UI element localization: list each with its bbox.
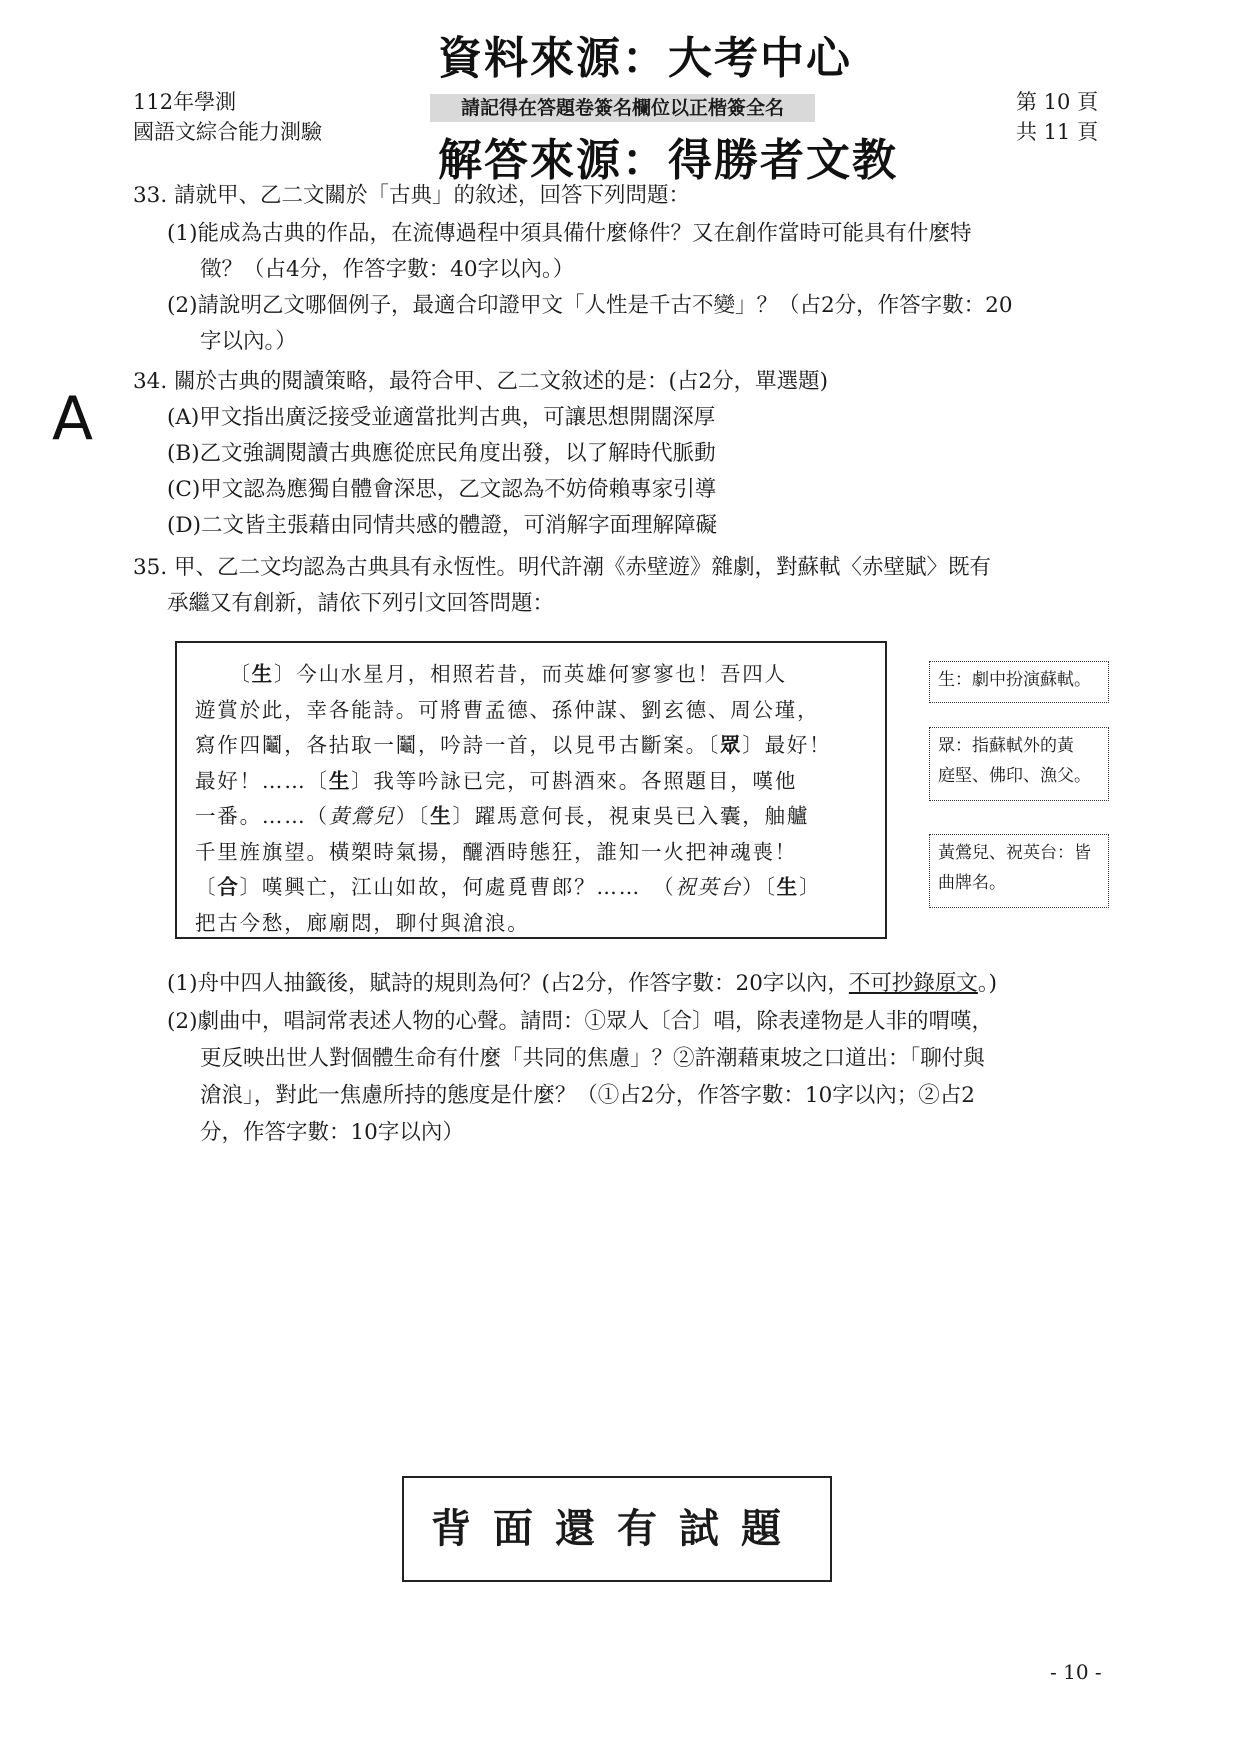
- passage-line: 最好！……〔生〕我等吟詠已完，可斟酒來。各照題目，嘆他: [195, 768, 798, 793]
- note-zhong: 眾：指蘇軾外的黃 庭堅、佛印、漁父。: [929, 727, 1109, 801]
- role-marker: 合: [217, 875, 240, 899]
- q35-passage-box: [175, 641, 887, 939]
- role-marker: 生: [328, 768, 352, 793]
- q35-sub2-line4: 分，作答字數：10字以內）: [200, 1120, 464, 1145]
- q33-sub2-line2: 字以內。）: [200, 329, 297, 354]
- q33-stem: 33. 請就甲、乙二文關於「古典」的敘述，回答下列問題：: [133, 183, 691, 208]
- q33-sub1-line2: 徵？（占4分，作答字數：40字以內。）: [200, 257, 575, 282]
- passage-line: 遊賞於此，幸各能詩。可將曹孟德、孫仲謀、劉玄德、周公瑾，: [195, 697, 820, 722]
- q33-sub1-line1: (1)能成為古典的作品，在流傳過程中須具備什麼條件？又在創作當時可能具有什麼特: [167, 221, 972, 246]
- exam-year: 112年學測: [133, 90, 237, 114]
- note-sheng: 生：劇中扮演蘇軾。: [929, 661, 1109, 703]
- passage-line: 一番。……（黃鶯兒）〔生〕躍馬意何長，視東吳已入囊，舳艫: [195, 804, 810, 828]
- sign-reminder-banner: 請記得在答題卷簽名欄位以正楷簽全名: [430, 94, 815, 122]
- q34-option-c: (C)甲文認為應獨自體會深思，乙文認為不妨倚賴專家引導: [167, 477, 717, 502]
- passage-line: 〔生〕今山水星月，相照若昔，而英雄何寥寥也！吾四人: [239, 662, 787, 686]
- q34-option-d: (D)二文皆主張藉由同情共感的體證，可消解字面理解障礙: [167, 513, 718, 538]
- page-current: 第 10 頁: [1016, 90, 1099, 114]
- role-marker: 生: [776, 875, 799, 899]
- underlined-instruction: 不可抄錄原文: [848, 971, 978, 996]
- role-marker: 眾: [719, 733, 743, 757]
- tune-name: 黃鶯兒: [328, 804, 396, 828]
- passage-line: 把古今愁，廊廟悶，聊付與滄浪。: [195, 910, 530, 935]
- q35-sub2-line3: 滄浪」，對此一焦慮所持的態度是什麼？（①占2分，作答字數：10字以內；②占2: [200, 1083, 975, 1108]
- q34-option-a: (A)甲文指出廣泛接受並適當批判古典，可讓思想開闊深厚: [167, 405, 716, 430]
- role-marker: 生: [430, 804, 453, 828]
- exam-name: 國語文綜合能力測驗: [133, 120, 322, 144]
- q35-stem-line2: 承繼又有創新，請依下列引文回答問題：: [167, 591, 555, 616]
- passage-line: 千里旌旗望。橫槊時氣揚，釃酒時態狂，誰知一火把神魂喪！: [195, 839, 798, 864]
- passage-line: 〔合〕嘆興亡，江山如故，何處覓曹郎？…… （祝英台）〔生〕: [195, 875, 822, 899]
- passage-line: 寫作四鬮，各拈取一鬮，吟詩一首，以見弔古斷案。〔眾〕最好！: [195, 733, 832, 757]
- handwritten-answer-source-note: 解答來源：得勝者文教: [438, 135, 898, 186]
- q34-option-b: (B)乙文強調閱讀古典應從庶民角度出發，以了解時代脈動: [167, 441, 716, 466]
- back-page-notice: 背面還有試題: [402, 1476, 832, 1582]
- q33-sub2-line1: (2)請說明乙文哪個例子，最適合印證甲文「人性是千古不變」？（占2分，作答字數：20: [167, 293, 1013, 318]
- page-number: - 10 -: [1050, 1660, 1102, 1684]
- q35-sub2-line1: (2)劇曲中，唱詞常表述人物的心聲。請問：①眾人〔合〕唱，除表達物是人非的喟嘆，: [167, 1009, 993, 1034]
- q35-sub2-line2: 更反映出世人對個體生命有什麼「共同的焦慮」？②許潮藉東坡之口道出：「聊付與: [200, 1046, 985, 1071]
- tune-name: 祝英台: [675, 875, 743, 899]
- q35-stem-line1: 35. 甲、乙二文均認為古典具有永恆性。明代許潮《赤壁遊》雜劇，對蘇軾〈赤壁賦〉既有: [133, 555, 992, 580]
- note-tune-names: 黃鶯兒、祝英台：皆 曲牌名。: [929, 834, 1109, 908]
- handwritten-source-note: 資料來源：大考中心: [438, 33, 852, 84]
- q34-stem: 34. 關於古典的閱讀策略，最符合甲、乙二文敘述的是：(占2分，單選題): [133, 369, 828, 394]
- handwritten-answer-mark: A: [52, 384, 96, 454]
- role-marker: 生: [251, 662, 274, 686]
- page-total: 共 11 頁: [1016, 120, 1099, 144]
- q35-sub1: (1)舟中四人抽籤後，賦詩的規則為何？(占2分，作答字數：20字以內，不可抄錄原文。): [167, 971, 998, 996]
